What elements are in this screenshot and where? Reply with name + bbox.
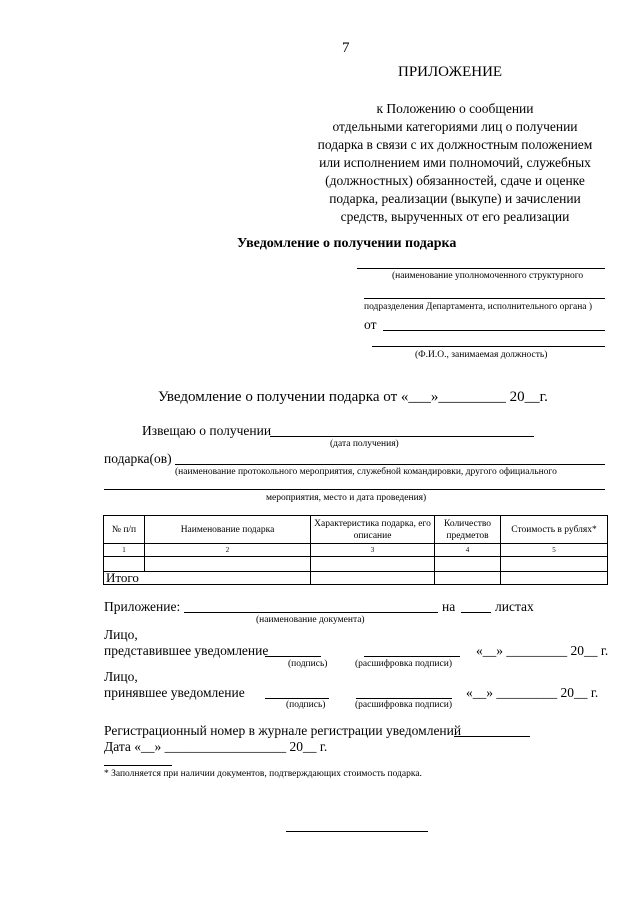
appendix-line: (должностных) обязанностей, сдаче и оценке — [325, 173, 585, 188]
receiver-decoding-caption: (расшифровка подписи) — [355, 700, 452, 710]
notice-title: Уведомление о получении подарка от «___»_________ 20__г. — [158, 389, 548, 405]
receiver-line-1: Лицо, — [104, 669, 138, 684]
header-cost: Стоимость в рублях* — [501, 516, 608, 544]
submitter-line-1: Лицо, — [104, 627, 138, 642]
registration-label: Регистрационный номер в журнале регистрации уведомлений — [104, 723, 462, 738]
table-total-row[interactable] — [104, 572, 608, 585]
table-cell[interactable] — [501, 557, 608, 572]
attachment-caption: (наименование документа) — [256, 615, 365, 625]
table-numbering-row — [104, 544, 608, 557]
position-line[interactable] — [372, 346, 605, 347]
column-number: 5 — [501, 544, 608, 557]
attachment-on: на — [442, 599, 456, 614]
appendix-text — [290, 100, 620, 226]
event-caption-2: мероприятия, место и дата проведения) — [266, 493, 427, 503]
footnote: * Заполняется при наличии документов, подтверждающих стоимость подарка. — [104, 769, 422, 779]
header-gift-name: Наименование подарка — [145, 516, 311, 544]
registration-date: Дата «__» __________________ 20__ г. — [104, 739, 328, 754]
table-cell[interactable] — [311, 557, 435, 572]
addressee-caption-2: подразделения Департамента, исполнительного органа ) — [364, 302, 593, 312]
addressee-caption-3: (Ф.И.О., занимаемая должность) — [415, 350, 548, 360]
bottom-divider — [286, 831, 428, 832]
submitter-decoding-caption: (расшифровка подписи) — [355, 659, 452, 669]
from-label: от — [364, 317, 377, 332]
attachment-sheets: листах — [495, 599, 534, 614]
receiver-decoding-line[interactable] — [356, 698, 452, 699]
column-number: 1 — [104, 544, 145, 557]
from-line[interactable] — [383, 330, 605, 331]
header-number: № п/п — [104, 516, 145, 544]
addressee-caption-1: (наименование уполномоченного структурного — [392, 271, 584, 281]
addressee-line-1[interactable] — [357, 268, 605, 269]
event-line[interactable] — [175, 464, 605, 465]
appendix-line: или исполнением ими полномочий, служебных — [319, 155, 591, 170]
header-description: Характеристика подарка, его описание — [311, 516, 435, 544]
event-line-2[interactable] — [104, 489, 605, 490]
appendix-line: подарка, реализации (выкупе) и зачислении — [329, 191, 581, 206]
table-cell[interactable] — [501, 572, 608, 585]
event-caption: (наименование протокольного мероприятия, служебной командировки, другого официального — [175, 467, 557, 477]
page-number: 7 — [342, 40, 350, 56]
attachment-line[interactable] — [184, 612, 438, 613]
submitter-decoding-line[interactable] — [364, 656, 460, 657]
appendix-line: отдельными категориями лиц о получении — [332, 119, 578, 134]
receiver-line-2: принявшее уведомление — [104, 685, 245, 700]
submitter-date: «__» _________ 20__ г. — [476, 643, 609, 658]
receipt-date-line[interactable] — [270, 436, 534, 437]
table-cell[interactable] — [435, 557, 501, 572]
column-number: 3 — [311, 544, 435, 557]
appendix-line: средств, вырученных от его реализации — [340, 209, 570, 224]
gifts-table — [103, 515, 608, 585]
footnote-separator — [104, 765, 172, 766]
gift-label: подарка(ов) — [104, 451, 172, 466]
appendix-line: подарка в связи с их должностным положением — [317, 137, 593, 152]
submitter-signature-line[interactable] — [265, 656, 321, 657]
form-heading: Уведомление о получении подарка — [237, 236, 457, 251]
receipt-date-caption: (дата получения) — [330, 439, 399, 449]
addressee-line-2[interactable] — [364, 298, 605, 299]
table-cell[interactable] — [435, 572, 501, 585]
table-header-row — [104, 516, 608, 544]
appendix-line: к Положению о сообщении — [376, 101, 534, 116]
appendix-title: ПРИЛОЖЕНИЕ — [398, 64, 503, 80]
header-quantity: Количество предметов — [435, 516, 501, 544]
attachment-label: Приложение: — [104, 599, 181, 614]
submitter-signature-caption: (подпись) — [288, 659, 328, 669]
column-number: 4 — [435, 544, 501, 557]
table-cell[interactable] — [311, 572, 435, 585]
registration-number-line[interactable] — [454, 736, 530, 737]
total-label: Итого — [104, 572, 311, 585]
sheets-count-line[interactable] — [461, 612, 491, 613]
inform-label: Извещаю о получении — [142, 423, 272, 438]
receiver-signature-line[interactable] — [265, 698, 329, 699]
submitter-line-2: представившее уведомление — [104, 643, 269, 658]
receiver-signature-caption: (подпись) — [286, 700, 326, 710]
table-row[interactable] — [104, 557, 608, 572]
receiver-date: «__» _________ 20__ г. — [466, 685, 599, 700]
table-cell[interactable] — [145, 557, 311, 572]
column-number: 2 — [145, 544, 311, 557]
